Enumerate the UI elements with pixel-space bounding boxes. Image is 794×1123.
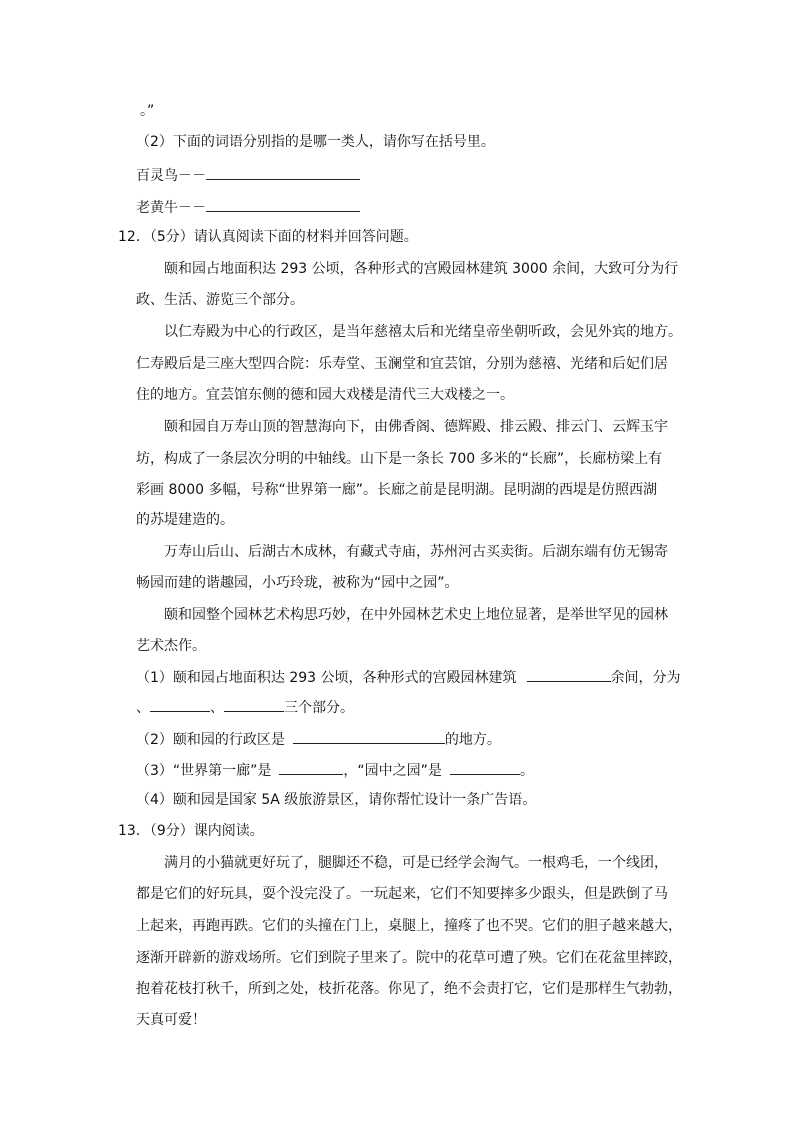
q11-2-item-1 bbox=[136, 164, 360, 186]
passage-line: 天真可爱！ bbox=[136, 1012, 206, 1028]
q11-2-item-1-label: 百灵鸟－－ bbox=[136, 168, 206, 184]
separator: 、 bbox=[210, 700, 224, 716]
q12-1 bbox=[136, 666, 681, 688]
answer-blank[interactable] bbox=[293, 728, 445, 744]
passage-line: 颐和园整个园林艺术构思巧妙，在中外园林艺术史上地位显著，是举世罕见的园林 bbox=[164, 607, 668, 623]
passage-line: 住的地方。宜芸馆东侧的德和园大戏楼是清代三大戏楼之一。 bbox=[136, 387, 514, 403]
q12-3-text: （3）“世界第一廊”是 bbox=[136, 763, 272, 779]
q12-3 bbox=[136, 759, 534, 781]
q12-4: （4）颐和园是国家 5A 级旅游景区，请你帮忙设计一条广告语。 bbox=[136, 792, 537, 808]
q11-2-item-2-label: 老黄牛－－ bbox=[136, 200, 206, 216]
separator: 、 bbox=[136, 700, 150, 716]
q12-1-text-3: 三个部分。 bbox=[284, 700, 354, 716]
q12-3-text-2: ，“园中之园”是 bbox=[343, 763, 442, 779]
q12-2-text: （2）颐和园的行政区是 bbox=[136, 732, 285, 748]
q12-1-text-2: 余间，分为 bbox=[610, 670, 681, 686]
passage-line: 坊，构成了一条层次分明的中轴线。山下是一条长 700 多米的“长廊”，长廊枋梁上有 bbox=[136, 451, 663, 467]
q12-3-text-3: 。 bbox=[519, 763, 534, 779]
answer-blank[interactable] bbox=[224, 696, 284, 712]
q11-2-prompt: （2）下面的词语分别指的是哪一类人，请你写在括号里。 bbox=[136, 134, 495, 150]
passage-line: 颐和园自万寿山顶的智慧海向下，由佛香阁、德辉殿、排云殿、排云门、云辉玉宇 bbox=[164, 419, 668, 435]
passage-line: 以仁寿殿为中心的行政区，是当年慈禧太后和光绪皇帝坐朝听政，会见外宾的地方。 bbox=[164, 324, 682, 340]
passage-line: 抱着花枝打秋千，所到之处，枝折花落。你见了，绝不会责打它，它们是那样生气勃勃， bbox=[136, 981, 682, 997]
answer-blank[interactable] bbox=[450, 759, 520, 775]
passage-line: 仁寿殿后是三座大型四合院：乐寿堂、玉澜堂和宜芸馆，分别为慈禧、光绪和后妃们居 bbox=[136, 356, 668, 372]
answer-blank[interactable] bbox=[279, 759, 343, 775]
passage-line: 万寿山后山、后湖古木成林，有藏式寺庙，苏州河古买卖街。后湖东端有仿无锡寄 bbox=[164, 544, 668, 560]
answer-blank[interactable] bbox=[206, 164, 360, 180]
answer-blank[interactable] bbox=[206, 196, 360, 212]
passage-line: 颐和园占地面积达 293 公顷，各种形式的宫殿园林建筑 3000 余间，大致可分为行 bbox=[164, 261, 679, 277]
passage-line: 畅园而建的谐趣园，小巧玲珑，被称为“园中之园”。 bbox=[136, 575, 459, 591]
passage-line: 彩画 8000 多幅，号称“世界第一廊”。长廊之前是昆明湖。昆明湖的西堤是仿照西湖 bbox=[136, 482, 658, 498]
passage-line: 都是它们的好玩具，耍个没完没了。一玩起来，它们不知要摔多少跟头，但是跌倒了马 bbox=[136, 886, 668, 902]
text-fragment: 。” bbox=[140, 103, 155, 119]
q12-1-line-2 bbox=[136, 696, 354, 718]
question-13-header: 13．（9分）课内阅读。 bbox=[118, 823, 264, 839]
q12-1-text: （1）颐和园占地面积达 293 公顷，各种形式的宫殿园林建筑 bbox=[136, 670, 517, 686]
answer-blank[interactable] bbox=[150, 696, 210, 712]
q12-2 bbox=[136, 728, 501, 750]
passage-line: 满月的小猫就更好玩了，腿脚还不稳，可是已经学会淘气。一根鸡毛，一个线团， bbox=[164, 855, 668, 871]
passage-line: 的苏堤建造的。 bbox=[136, 512, 234, 528]
q11-2-item-2 bbox=[136, 196, 360, 218]
passage-line: 上起来，再跑再跌。它们的头撞在门上，桌腿上，撞疼了也不哭。它们的胆子越来越大， bbox=[136, 918, 682, 934]
q12-2-text-2: 的地方。 bbox=[444, 732, 501, 748]
passage-line: 逐渐开辟新的游戏场所。它们到院子里来了。院中的花草可遭了殃。它们在花盆里摔跤， bbox=[136, 950, 682, 966]
passage-line: 政、生活、游览三个部分。 bbox=[136, 292, 304, 308]
answer-blank[interactable] bbox=[527, 666, 611, 682]
passage-line: 艺术杰作。 bbox=[136, 638, 206, 654]
question-12-header: 12．（5分）请认真阅读下面的材料并回答问题。 bbox=[118, 229, 418, 245]
